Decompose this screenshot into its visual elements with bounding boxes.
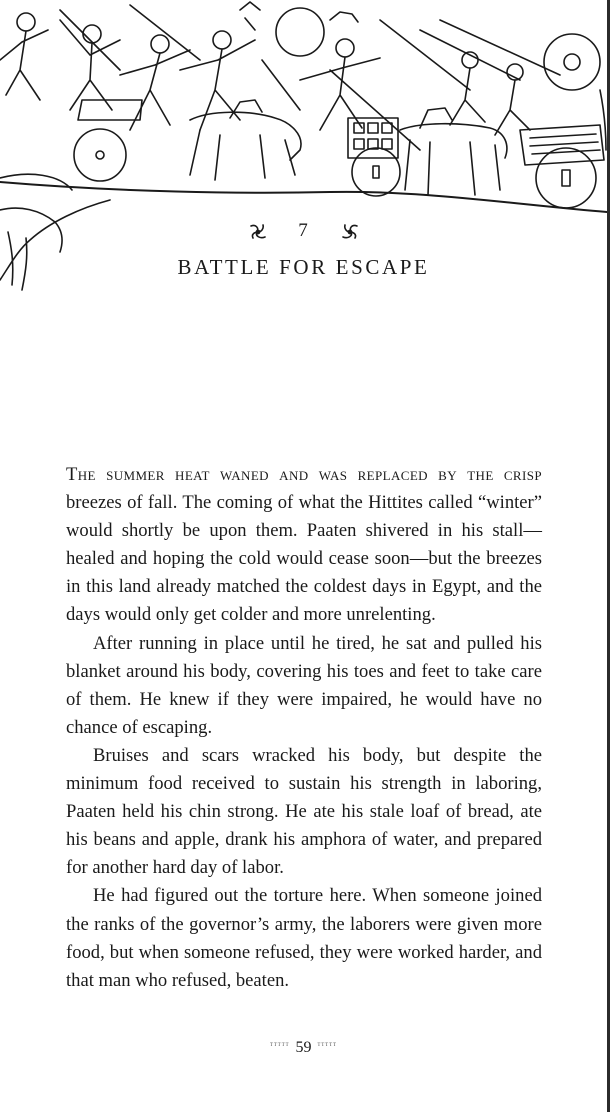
page-number: 59 — [295, 1039, 312, 1056]
folio-ornament-left: ᵀᵀᵀᵀᵀ — [270, 1041, 290, 1050]
paragraph-1-rest: breezes of fall. The coming of what the Hittites called “winter” would shortly be upon them. Paaten shivered in his stall—healed and hoping the cold would cease soon—but the breezes in this land already matched the coldest days in Egypt, and the days would only get colder and more unrelenting. — [66, 492, 542, 626]
chapter-number: 7 — [298, 220, 309, 241]
folio-ornament-right: ᵀᵀᵀᵀᵀ — [317, 1041, 337, 1050]
paragraph-4: He had figured out the torture here. When someone joined the ranks of the governor’s army, the laborers were given more food, but when someone refused, they were worked harder, and that man who refused, beaten. — [66, 885, 542, 991]
chapter-title: BATTLE FOR ESCAPE — [177, 255, 430, 279]
paragraph-2: After running in place until he tired, he sat and pulled his blanket around his body, covering his toes and feet to take care of them. He knew if they were impaired, he would have no chance of escaping. — [66, 632, 542, 738]
paragraph-1 — [66, 461, 542, 630]
chapter-body — [66, 461, 542, 995]
page-footer — [0, 1039, 607, 1057]
paragraph-3: Bruises and scars wracked his body, but despite the minimum food received to sustain his strength in laboring, Paaten held his chin strong. He ate his stale loaf of bread, ate his beans and apple, drank his amphora of water, and prepared for another hard day of labor. — [66, 744, 542, 879]
paragraph-1-lead-in: The summer heat waned and was replaced by the crisp — [66, 464, 542, 485]
